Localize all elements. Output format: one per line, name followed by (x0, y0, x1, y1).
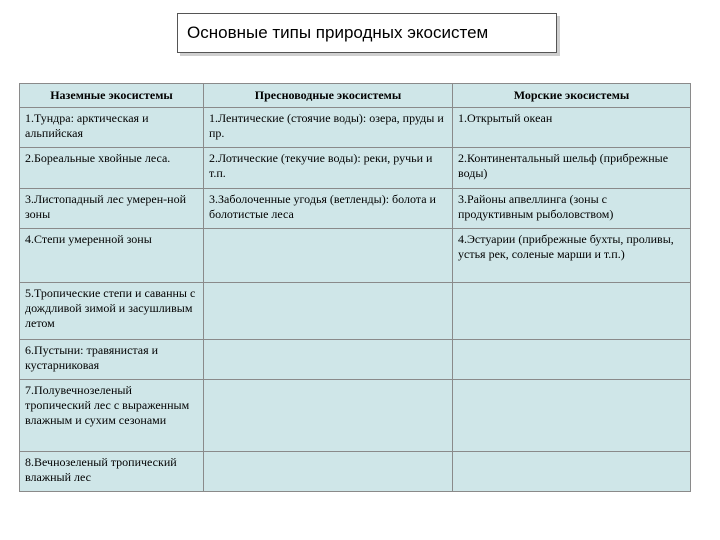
cell-marine-empty (453, 452, 691, 492)
table-row (20, 283, 691, 340)
cell-terrestrial: 3.Листопадный лес умерен-ной зоны (20, 189, 204, 229)
cell-terrestrial: 6.Пустыни: травянистая и кустарниковая (20, 340, 204, 380)
table-row (20, 452, 691, 492)
cell-freshwater-empty (204, 283, 453, 340)
ecosystems-table (19, 83, 691, 492)
table-row (20, 189, 691, 229)
slide-title: Основные типы природных экосистем (177, 13, 557, 53)
cell-freshwater-empty (204, 452, 453, 492)
cell-freshwater-empty (204, 229, 453, 283)
cell-terrestrial: 7.Полувечнозеленый тропический лес с выраженным влажным и сухим сезонами (20, 380, 204, 452)
cell-marine-empty (453, 340, 691, 380)
header-marine: Морские экосистемы (453, 84, 691, 108)
cell-terrestrial: 1.Тундра: арктическая и альпийская (20, 108, 204, 148)
header-freshwater: Пресноводные экосистемы (204, 84, 453, 108)
header-terrestrial: Наземные экосистемы (20, 84, 204, 108)
cell-marine-empty (453, 283, 691, 340)
table-row (20, 340, 691, 380)
cell-freshwater-empty (204, 380, 453, 452)
table-row (20, 229, 691, 283)
table-header-row (20, 84, 691, 108)
cell-marine: 1.Открытый океан (453, 108, 691, 148)
cell-marine: 2.Континентальный шельф (прибрежные воды) (453, 148, 691, 189)
cell-marine-empty (453, 380, 691, 452)
cell-terrestrial: 2.Бореальные хвойные леса. (20, 148, 204, 189)
cell-freshwater: 3.Заболоченные угодья (ветленды): болота и болотистые леса (204, 189, 453, 229)
cell-freshwater-empty (204, 340, 453, 380)
cell-terrestrial: 4.Степи умеренной зоны (20, 229, 204, 283)
cell-marine: 3.Районы апвеллинга (зоны с продуктивным рыболовством) (453, 189, 691, 229)
cell-freshwater: 2.Лотические (текучие воды): реки, ручьи и т.п. (204, 148, 453, 189)
cell-terrestrial: 5.Тропические степи и саванны с дождливой зимой и засушливым летом (20, 283, 204, 340)
table-row (20, 380, 691, 452)
cell-terrestrial: 8.Вечнозеленый тропический влажный лес (20, 452, 204, 492)
table-row (20, 108, 691, 148)
table-row (20, 148, 691, 189)
cell-freshwater: 1.Лентические (стоячие воды): озера, пруды и пр. (204, 108, 453, 148)
cell-marine: 4.Эстуарии (прибрежные бухты, проливы, устья рек, соленые марши и т.п.) (453, 229, 691, 283)
